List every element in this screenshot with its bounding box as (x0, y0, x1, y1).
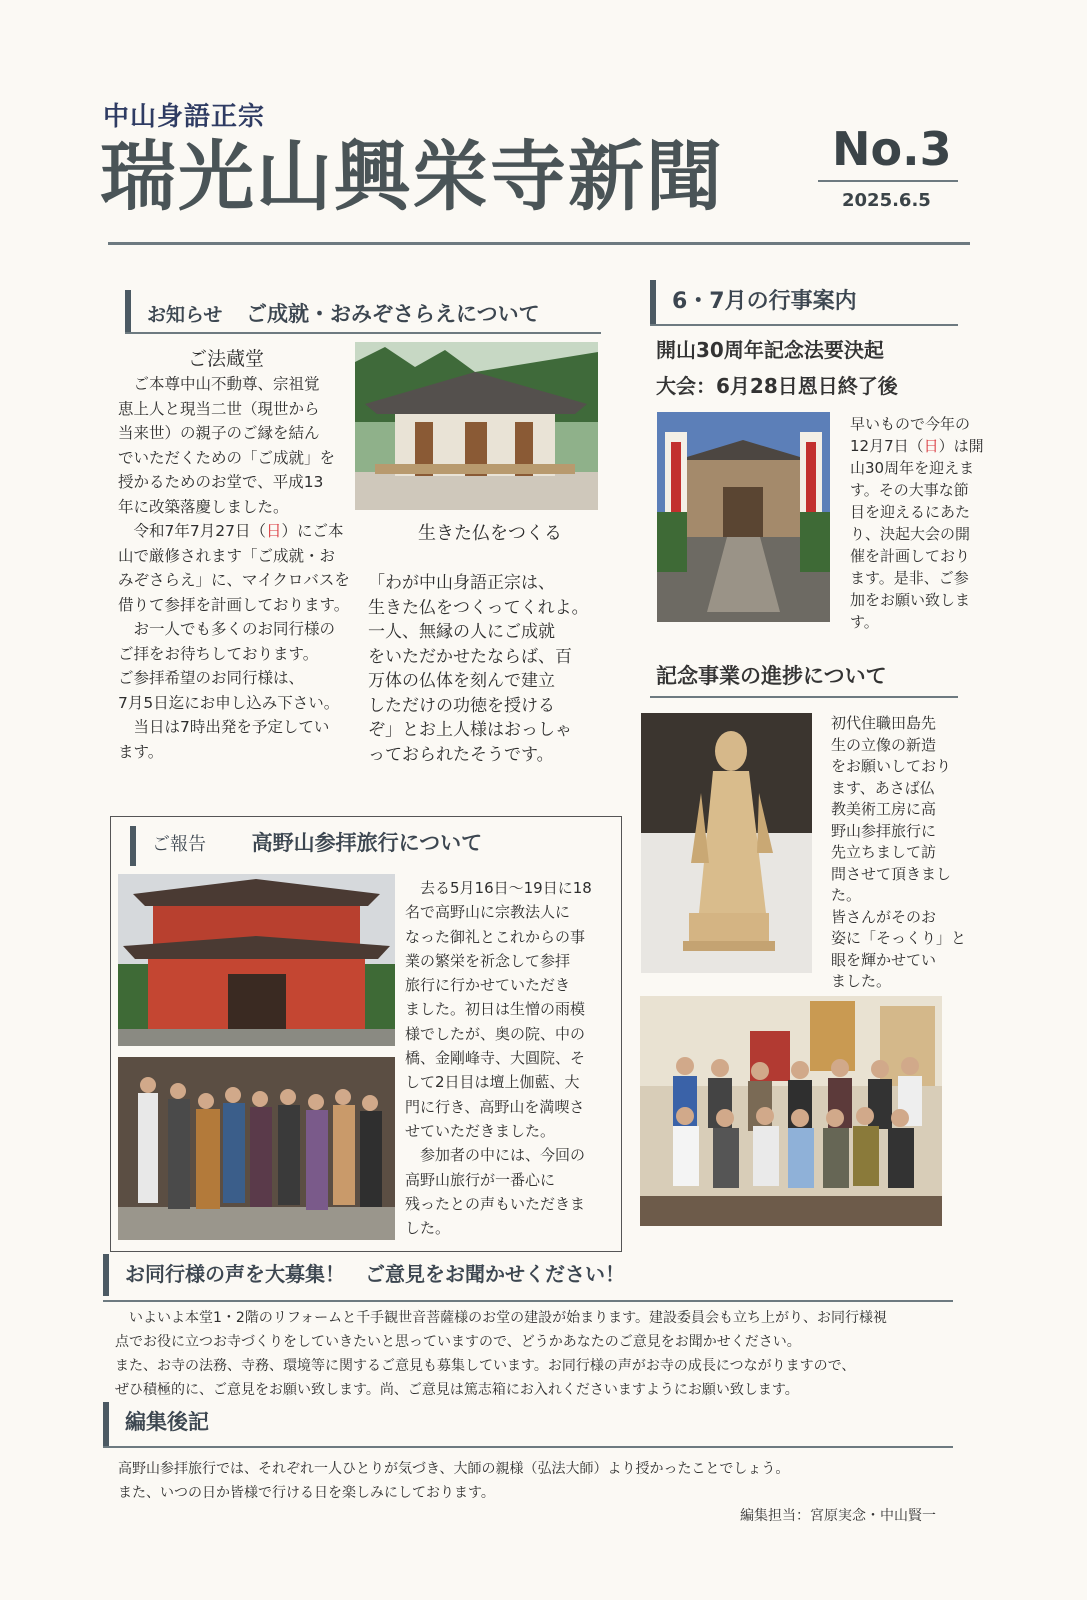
quote-body (368, 571, 600, 767)
newspaper-title: 瑞光山興栄寺新聞 (100, 132, 724, 221)
report-line: なった御礼とこれからの事 (405, 927, 586, 946)
issue-number: No.3 (832, 122, 952, 176)
temple-gate-photo (657, 412, 830, 622)
notice-line: ご参拝希望のお同行様は、 (118, 669, 305, 687)
progress-line: 野山参拝旅行に (831, 821, 937, 840)
report-label: ご報告 (152, 834, 206, 855)
quote-line: しただけの功徳を授ける (368, 695, 555, 716)
events-line: す。その大事な節 (850, 481, 969, 499)
progress-line: 皆さんがそのお (831, 907, 937, 926)
report-line: 門に行き、高野山を満喫さ (405, 1097, 585, 1116)
notice-line: でいただくための「ご成就」を (118, 448, 336, 467)
notice-title: ご成就・おみぞさらえについて (246, 302, 540, 326)
report-title: 高野山参拝旅行について (251, 831, 483, 855)
progress-line: た。 (831, 886, 862, 904)
events-line: 催を計画しており (850, 547, 971, 565)
report-line: 去る5月16日～19日に18 (405, 879, 592, 897)
events-line: す。 (850, 613, 879, 631)
quote-line: をいただかせたならば、百 (368, 646, 572, 667)
notice-line: 令和7年7月27日（日）にご本 (118, 522, 344, 540)
events-line: ます。是非、ご参 (850, 569, 969, 587)
report-line: 橋、金剛峰寺、大圓院、そ (405, 1049, 586, 1068)
postscript-body (118, 1457, 978, 1505)
editors-credit: 編集担当：宮原実念・中山賢一 (740, 1508, 936, 1524)
notice-line: 7月5日迄にお申し込み下さい。 (118, 693, 340, 712)
notice-label: お知らせ (147, 304, 223, 326)
notice-line: 当来世）の親子のご縁を結ん (118, 424, 320, 442)
event-headline-2: 大会：6月28日恩日終了後 (656, 374, 898, 398)
report-line: 名で高野山に宗教法人に (405, 903, 571, 922)
progress-line: 姿に「そっくり」と (831, 929, 967, 947)
voices-line: 点でお役に立つお寺づくりをしていきたいと思っていますので、どうかあなたのご意見をお聞かせください。 (115, 1334, 801, 1350)
founder-statue-photo (641, 713, 812, 973)
progress-body (831, 713, 971, 993)
report-line: 残ったとの声もいただきま (405, 1194, 586, 1213)
issue-date: 2025.6.5 (842, 190, 931, 211)
voices-line: ぜひ積極的に、ご意見をお願い致します。尚、ご意見は篤志箱にお入れくださいますようにお願い致します。 (115, 1382, 799, 1398)
voices-rule (103, 1300, 953, 1302)
notice-line: お一人でも多くのお同行様の (118, 620, 336, 638)
issue-divider (818, 180, 958, 182)
progress-line: 生の立像の新造 (831, 735, 937, 754)
notice-heading (125, 290, 597, 332)
notice-line: 当日は7時出発を予定してい (118, 718, 330, 736)
report-line: せていただきました。 (405, 1121, 556, 1140)
notice-line: ご本尊中山不動尊、宗祖覚 (118, 375, 320, 393)
events-line: 早いもので今年の (850, 415, 971, 433)
hozodo-temple-photo (355, 342, 598, 510)
progress-rule (650, 696, 958, 698)
report-line: 参加者の中には、今回の (405, 1146, 586, 1165)
progress-title: 記念事業の進捗について (656, 664, 887, 688)
notice-line: 山で厳修されます「ご成就・お (118, 546, 336, 565)
events-line: 12月7日（日）は開 (850, 437, 984, 455)
postscript-line: また、いつの日か皆様で行ける日を楽しみにしております。 (118, 1485, 495, 1501)
report-line: 業の繁栄を祈念して参拝 (405, 951, 571, 970)
report-line: 様でしたが、奥の院、中の (405, 1024, 586, 1043)
quote-line: 生きた仏をつくってくれよ。 (368, 597, 589, 618)
quote-line: 「わが中山身語正宗は、 (368, 573, 555, 593)
voices-heading: お同行様の声を大募集！ ご意見をお聞かせください！ (103, 1254, 905, 1296)
notice-line: ます。 (118, 742, 164, 761)
postscript-rule (103, 1446, 953, 1448)
report-heading (130, 826, 592, 866)
quote-line: 万体の仏体を刻んで建立 (368, 671, 555, 691)
progress-line: 先立ちまして訪 (831, 843, 937, 861)
group-photo-workshop (640, 996, 942, 1226)
events-heading: 6・7月の行事案内 (650, 280, 957, 324)
report-line: して2日目は壇上伽藍、大 (405, 1073, 580, 1092)
progress-line: 問させて頂きまし (831, 864, 952, 883)
quote-line: っておられたそうです。 (368, 744, 554, 765)
progress-line: をお願いしており (831, 757, 952, 775)
report-line: 高野山旅行が一番心に (405, 1170, 556, 1189)
quote-line: ぞ」とお上人様はおっしゃ (368, 720, 572, 740)
events-line: 山30周年を迎えま (850, 459, 975, 477)
events-line: 目を迎えるにあた (850, 503, 971, 521)
report-line: した。 (405, 1219, 451, 1238)
notice-line: ご拝をお待ちしております。 (118, 644, 319, 663)
quote-line: 一人、無縁の人にご成就 (368, 622, 555, 642)
notice-line: 恵上人と現当二世（現世から (118, 399, 320, 418)
notice-line: みぞさらえ」に、マイクロバスを (118, 571, 350, 589)
event-headline-1: 開山30周年記念法要決起 (656, 338, 884, 362)
progress-line: 眼を輝かせてい (831, 950, 937, 969)
sect-name: 中山身語正宗 (103, 102, 266, 132)
daimon-gate-photo (118, 874, 395, 1046)
progress-line: ます、あさば仏 (831, 778, 935, 797)
progress-line: 教美術工房に高 (831, 800, 937, 818)
events-line: り、決起大会の開 (850, 525, 971, 543)
report-body (405, 876, 615, 1240)
events-body (850, 413, 990, 633)
progress-line: ました。 (831, 972, 892, 990)
report-line: 旅行に行かせていただき (405, 976, 571, 995)
postscript-line: 高野山参拝旅行では、それぞれ一人ひとりが気づき、大師の親様（弘法大師）より授かったことでしょう。 (118, 1461, 790, 1477)
photo-caption: 生きた仏をつくる (418, 523, 562, 544)
group-photo-koyasan (118, 1057, 395, 1240)
events-line: 加をお願い致しま (850, 591, 971, 609)
building-name: ご法蔵堂 (188, 348, 265, 370)
voices-body (115, 1306, 985, 1402)
voices-line: いよいよ本堂1・2階のリフォームと千手観世音菩薩様のお堂の建設が始まります。建設委員会も立ち上がり、お同行様視 (115, 1310, 887, 1326)
events-rule (650, 324, 958, 326)
notice-line: 借りて参拝を計画しております。 (118, 595, 350, 614)
notice-body (118, 372, 358, 764)
notice-rule (125, 332, 601, 334)
voices-line: また、お寺の法務、寺務、環境等に関するご意見も募集しています。お同行様の声がお寺の成長につながりますので、 (115, 1358, 856, 1374)
progress-line: 初代住職田島先 (831, 714, 937, 732)
postscript-heading: 編集後記 (103, 1402, 425, 1446)
notice-line: 年に改築落慶しました。 (118, 497, 289, 516)
header-rule (108, 242, 970, 245)
notice-line: 授かるためのお堂で、平成13 (118, 473, 324, 491)
report-line: ました。初日は生憎の雨模 (405, 1000, 586, 1019)
